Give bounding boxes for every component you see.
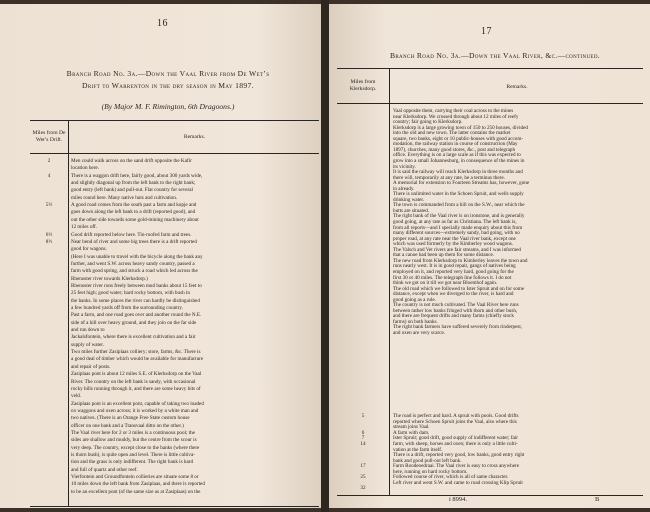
remark-line: good going as a rule. <box>393 296 436 303</box>
remark-line: The town is commanded from a hill on the S.W., near which the <box>393 202 525 209</box>
remark-line: in already. <box>393 185 415 192</box>
remark-line: its vicinity. <box>393 163 416 170</box>
miles-value: 5 <box>361 413 365 420</box>
remark-line: sides are shallow and muddy, but the centre from the scour is <box>71 437 197 444</box>
remark-line: side of a hill over heavy ground, and they join on the far side <box>71 319 197 326</box>
remark-line: A memorial for extension to Fourteen Streams has, however, gone <box>393 180 530 187</box>
remark-line: ox waggons and oxen across; it is worked by a white man and <box>71 407 199 414</box>
remark-line: runs nearly west. It is in good repair, gangs of natives being <box>393 263 516 270</box>
left-col-remarks-header: Remarks. <box>183 134 206 140</box>
remark-line: Rhenoster river runs freely between mud banks about 15 feet to <box>71 282 202 289</box>
remark-line: Vierfontein and Groundfontein collieries are situate some 8 or <box>71 474 199 481</box>
miles-value: 4 <box>47 172 51 179</box>
remark-line: 25 feet high; good water; hard rocky bottom, with bush in <box>71 290 190 297</box>
remark-line: first 30 or 40 miles. The telegraph line follows it. I do not <box>393 274 512 281</box>
remark-line: there will, temporarily at any rate, be a terminus there. <box>393 174 505 181</box>
remark-line: Zasiplaas pont is an excellent pont, capable of taking two loaded <box>71 400 204 407</box>
right-page-number: 17 <box>481 26 492 37</box>
remark-line: tion and the grass is only indifferent. The right bank is hard <box>71 459 194 466</box>
remark-line: the banks. In some places the river can hardly be distinguished <box>71 297 200 304</box>
left-byline: (By Major M. F. Rimington, 6th Dragoons.) <box>101 102 235 111</box>
remark-line: good entry (left bank) and pull-out. Flat country for several <box>71 187 193 194</box>
remark-line: country; fair going to Klerksdorp. <box>393 119 463 126</box>
remark-line: A farm with dam. <box>393 429 430 436</box>
remark-line: The Vaal river here for 2 or 3 miles is a continuous pool; the <box>71 429 195 436</box>
miles-value: 6½ <box>45 231 53 238</box>
miles-value: 14 <box>360 441 366 447</box>
remark-line: and repair of posts. <box>71 363 111 370</box>
remark-line: 10 miles down the left bank from Zasiplaas, and there is reported <box>71 481 205 488</box>
remark-line: farm with good spring, and struck a road which led across the <box>71 268 198 275</box>
remark-line: employed on it, and reported very hard, good going for the <box>393 268 514 275</box>
remark-line: veld. <box>71 393 82 400</box>
left-col-miles-header: Miles from De Wet’s Drift. <box>32 130 66 143</box>
remark-line: many different sources—extremely sandy, bad going, with no <box>393 230 520 237</box>
remark-line: here, running on hard rocky bottom. <box>393 468 468 475</box>
remark-line: Rhenoster river towards Klerksdorp.) <box>71 275 148 282</box>
remark-line: A good road comes from the south past a farm and kopje and <box>71 202 197 209</box>
remark-line: into the old and new town. The latter contains the market <box>393 130 511 137</box>
remark-line: think we got on it till we got near Bloemhof again. <box>393 280 498 287</box>
remark-line: The country is not much cultivated. The Vaal River here runs <box>393 302 519 309</box>
remark-line: There is a drift, reported very good, low banks, good entry right <box>393 452 525 459</box>
remark-line: Near bend of river and some big trees there is a drift reported <box>71 238 197 245</box>
remark-line: Jackalsfontein, where there is excellent cultivation and a fair <box>71 334 196 341</box>
miles-value: 25 <box>360 474 366 481</box>
remark-line: miles round here. Many native huts and cultivation. <box>71 194 178 201</box>
right-page <box>329 4 650 508</box>
left-column-divider <box>68 121 69 506</box>
remark-line: farms) on both banks. <box>393 318 438 325</box>
remark-line: farm, with sheep, horses and oxen; there is only a little culti- <box>393 441 518 447</box>
remark-line: Klerksdorp is a large growing town of 150 to 250 houses, divided <box>393 124 528 131</box>
right-table <box>337 68 643 496</box>
remark-line: It is said the railway will reach Klerksdorp in three months and <box>393 169 523 176</box>
remark-line: a few hundred yards off from the surrounding country. <box>71 305 183 311</box>
remark-line: Good drift reported below here. Tin-roofed farm and trees. <box>71 231 192 238</box>
miles-value: 6 <box>361 429 365 436</box>
miles-value: 7 <box>361 435 365 442</box>
remark-line: butts are situated. <box>393 207 430 214</box>
remark-line: The right bank farmers have suffered severely from rinderpest, <box>393 324 523 331</box>
remark-line: modation, the railway station in course of construction (May <box>393 141 518 148</box>
remark-line: and full of quartz and other reef. <box>71 466 138 473</box>
remark-line: supply of water. <box>71 341 104 348</box>
remark-line: two natives. (There is an Orange Free State custom house <box>71 415 190 422</box>
miles-value: 17 <box>360 463 366 470</box>
remark-line: which was used formerly by the Kimberley wood wagons. <box>393 241 514 248</box>
remark-line: distance, except when we diverged to the river, is hard and <box>393 291 514 298</box>
left-page-number: 16 <box>157 18 168 29</box>
remark-line: and oxen are very scarce. <box>393 330 446 336</box>
remark-line: Followed course of river, which is all of same character. <box>393 474 509 481</box>
remark-line: Vaal opposite them, carrying their coal across to the mines <box>393 108 514 114</box>
miles-value: 2 <box>47 158 51 164</box>
remark-line: grow into a small Johannesburg, in consequence of the mines in <box>393 157 525 164</box>
remark-line: out the other side towards some gold-mining machinery about <box>71 216 199 223</box>
remark-line: between rather low banks fringed with thorn and other bush, <box>393 307 518 314</box>
remark-line: Farm Roodeoedraai. The Vaal river is easy to cross anywhere <box>393 463 519 470</box>
right-title: Branch Road No. 3a.—Down the Vaal River, &c.—continued. <box>389 51 601 60</box>
remark-line: Left river and went S.W. and came to road crossing Klip Spruit <box>393 479 523 486</box>
remark-line: and run down to <box>71 327 105 334</box>
remark-line: Men could walk across on the sand drift opposite the Kafir <box>71 158 192 164</box>
right-col-remarks-header: Remarks. <box>506 84 528 90</box>
remark-line: The new road from Klerksdorp to Kimberley leaves the town and <box>393 257 528 264</box>
remark-line: The Valsch and Vet rivers are fair streams, and I was informed <box>393 246 521 253</box>
remark-line: location here. <box>71 165 99 172</box>
remark-line: 1897), churches, many good stores, &c., post and telegraph <box>393 146 516 153</box>
remark-line: very deep. The country, except close to the banks (where there <box>71 444 200 451</box>
remark-line: 12 miles off. <box>71 224 98 231</box>
remark-line: square, two banks, eight or 10 public-houses with good accom- <box>393 135 524 142</box>
remark-line: There is a waggon drift here, fairly good, about 300 yards wide, <box>71 172 203 179</box>
remark-line: proper road, at any rate near the Vaal river bank, except one <box>393 235 516 242</box>
remark-line: and there are frequent drifts and many farms (chiefly stock <box>393 313 514 320</box>
right-footer-right: B <box>595 496 600 503</box>
miles-value: 32 <box>360 485 366 492</box>
left-table <box>30 120 319 507</box>
remark-line: The right bank of the Vaal river is on ironstone, and is generally <box>393 213 525 220</box>
remark-line: rocky hills running through it, and there are some heavy bits of <box>71 385 201 392</box>
remark-line: stream joins Vaal. <box>393 424 430 431</box>
remark-line: vation at the farm itself. <box>393 446 443 453</box>
remark-line: bank and good pull-out left bank. <box>393 457 462 464</box>
left-title-line-1: Branch Road No. 3a.—Down the Vaal River from De Wet’s <box>66 69 270 78</box>
book-gutter <box>321 0 329 512</box>
right-footer-left: i 8994. <box>449 496 468 503</box>
right-col-miles-header: Miles from Klerksdorp. <box>349 79 377 92</box>
remark-line: from all reports—and I specially made enquiry about this from <box>393 224 523 231</box>
miles-value: 5½ <box>45 202 53 209</box>
right-column-divider <box>389 69 390 495</box>
remark-line: Past a farm, and one road goes over and another round the N.E. <box>71 312 202 319</box>
remark-line: that a canoe had been up them for some distance. <box>393 252 495 259</box>
remark-line: near Klerksdorp. We crossed through about 12 miles of reefy <box>393 113 519 120</box>
remark-line: The road is perfect and hard. A spruit with pools. Good drifts <box>393 413 519 420</box>
remark-line: Zasiplaas pont is about 12 miles S.E. of Klerksdorp on the Vaal <box>71 371 202 378</box>
remark-line: good for wagons. <box>71 246 107 253</box>
remark-line: a good deal of timber which would be available for manufacture <box>71 356 204 363</box>
remark-line: further, and went S.W. across heavy sandy country, passed a <box>71 260 195 267</box>
remark-line: The old road which we followed to Ister Spruit and on for some <box>393 285 525 292</box>
remark-line: River. The country on the left bank is sandy, with occasional <box>71 378 196 385</box>
remark-line: Ister Spruit; good drift, good supply of indifferent water; fair <box>393 435 518 442</box>
remark-line: office. Everything is on a large scale as if this was expected to <box>393 152 521 159</box>
remark-line: goes down along the left bank to a drift (reported good), and <box>71 209 196 216</box>
remark-line: Two miles further Zasiplaas colliery; store, farms, &c. There is <box>71 349 201 356</box>
remark-line: There is unlimited water in the Schoen Spruit, and wells supply <box>393 191 524 198</box>
remark-line: reported where Schoen Spruit joins the Vaal, also where this <box>393 418 517 425</box>
remark-line: officer on one bank and a Transvaal ditto on the other.) <box>71 422 184 429</box>
left-title-line-2: Drift to Warrenton in the dry season in May 1897. <box>82 81 254 90</box>
remark-line: drinking water. <box>393 196 425 203</box>
remark-line: (Here I was unable to travel with the bicycle along the bank any <box>71 253 203 260</box>
miles-value: 8½ <box>45 238 53 245</box>
remark-line: and slightly diagonal up from the left bank to the right bank; <box>71 180 196 187</box>
left-page <box>0 4 321 508</box>
remark-line: is thorn bush), is quite open and level. There is little cultiva- <box>71 452 195 458</box>
remark-line: to be an excellent pont (of the same size as at Zasiplaas) on the <box>71 488 201 495</box>
remark-line: good going, at any rate as far as Christiana. The left bank is, <box>393 219 517 225</box>
